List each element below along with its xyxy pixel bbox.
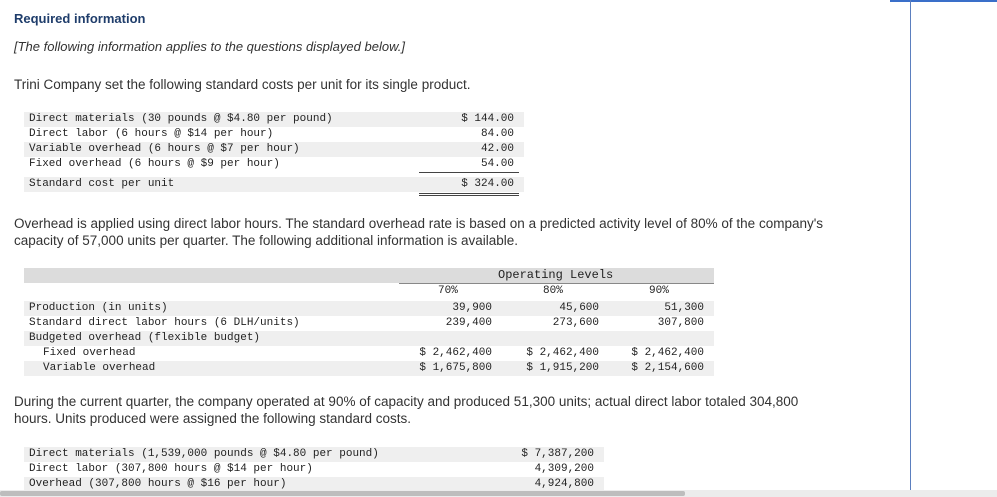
table-row [24,301,714,316]
cell: $ 2,462,400 [631,347,704,359]
total-row [24,177,524,192]
standard-cost-table [24,112,524,197]
cell: 239,400 [445,317,492,329]
row-value: 4,309,200 [534,463,594,475]
row-value: 84.00 [480,128,514,140]
top-accent-bar [890,0,997,2]
row-label: Standard direct labor hours (6 DLH/units) [29,317,300,329]
column-header: 80% [543,285,563,297]
table-row [24,112,524,127]
table-row [24,127,524,142]
row-label: Direct materials (30 pounds @ $4.80 per pound) [29,113,333,125]
row-label: Direct materials (1,539,000 pounds @ $4.80 per pound) [29,448,379,460]
table-row [24,157,524,172]
panel-divider [910,0,911,497]
overhead-paragraph: Overhead is applied using direct labor hours. The standard overhead rate is based on a predicted activity level of 80% of the company's capacity of 57,000 units per quarter. The following additional information is available. [14,216,824,248]
row-label: Variable overhead [43,362,156,374]
operating-levels-table [24,268,714,378]
cell: $ 2,462,400 [419,347,492,359]
row-label: Fixed overhead (6 hours @ $9 per hour) [29,158,280,170]
cell: $ 2,154,600 [631,362,704,374]
group-header: Operating Levels [498,268,614,282]
row-label: Overhead (307,800 hours @ $16 per hour) [29,478,287,490]
column-header: 90% [649,285,669,297]
row-label: Budgeted overhead (flexible budget) [29,332,261,344]
row-value: $ 144.00 [461,113,514,125]
cell: 307,800 [657,317,704,329]
row-value: 4,924,800 [534,478,594,490]
row-label: Production (in units) [29,302,168,314]
table-row [24,142,524,157]
cell: 39,900 [452,302,492,314]
row-label: Direct labor (307,800 hours @ $14 per hour) [29,463,313,475]
header-rule [399,283,714,284]
current-quarter-paragraph: During the current quarter, the company operated at 90% of capacity and produced 51,300 units; actual direct labor totaled 304,800 hours. Units produced were assigned the following standard costs. [14,394,799,426]
cell: 273,600 [552,317,599,329]
table-row [24,462,604,477]
total-double-rule [419,195,519,196]
table-row [24,316,714,331]
row-label: Fixed overhead [43,347,136,359]
scrollbar-thumb[interactable] [0,491,685,496]
total-label: Standard cost per unit [29,178,175,190]
table-row [24,331,714,346]
cell: $ 2,462,400 [526,347,599,359]
column-header: 70% [438,285,458,297]
cell: 51,300 [664,302,704,314]
cell: $ 1,675,800 [419,362,492,374]
cell: 45,600 [559,302,599,314]
row-value: 54.00 [480,158,514,170]
cell: $ 1,915,200 [526,362,599,374]
info-note: [The following information applies to the questions displayed below.] [14,39,405,54]
row-label: Direct labor (6 hours @ $14 per hour) [29,128,274,140]
row-label: Variable overhead (6 hours @ $7 per hour) [29,143,300,155]
total-value: $ 324.00 [461,178,514,190]
section-title: Required information [14,11,146,26]
row-value: $ 7,387,200 [521,448,594,460]
subtotal-rule [419,172,519,173]
table-row [24,361,714,376]
row-value: 42.00 [480,143,514,155]
table-row [24,346,714,361]
table-row [24,447,604,462]
intro-paragraph: Trini Company set the following standard costs per unit for its single product. [14,77,471,92]
total-double-rule [419,193,519,194]
